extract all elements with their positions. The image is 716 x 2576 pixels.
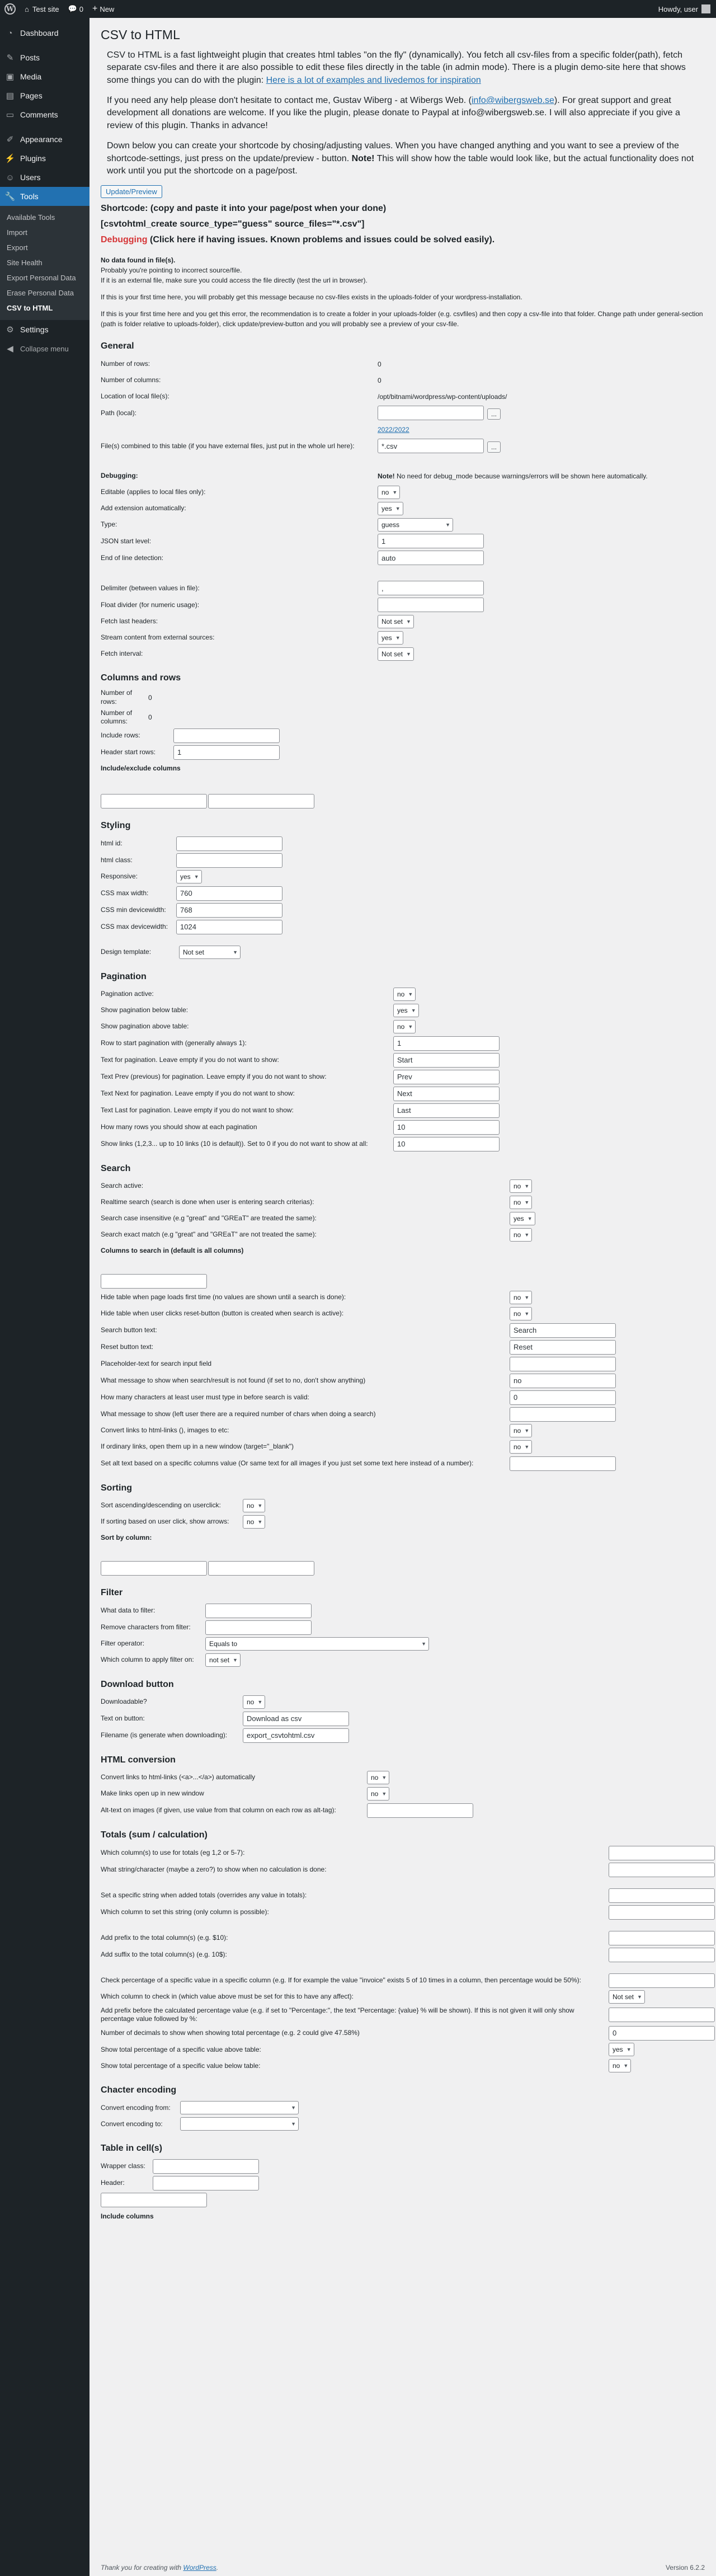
pagination-active-select[interactable]: no ▼ bbox=[393, 988, 416, 1001]
add-extension-select[interactable]: yes ▼ bbox=[378, 502, 403, 515]
min-chars-input[interactable] bbox=[510, 1390, 616, 1405]
section-sorting: Sort ascending/descending on userclick: no ▼ If sorting based on user click, show arrows: no ▼ Sort by column: bbox=[101, 1499, 705, 1576]
hide-on-reset-select[interactable]: no ▼ bbox=[510, 1307, 532, 1320]
wrench-icon: 🔧 bbox=[4, 192, 16, 201]
path-input[interactable] bbox=[378, 406, 484, 420]
new-content-link[interactable]: + New bbox=[92, 4, 115, 13]
account-menu[interactable]: Howdy, user bbox=[654, 0, 716, 18]
delimiter-input[interactable] bbox=[378, 581, 484, 595]
chevron-down-icon: ▼ bbox=[395, 634, 401, 641]
site-name-link[interactable]: ⌂ Test site bbox=[25, 4, 59, 13]
examples-link[interactable]: Here is a lot of examples and livedemos for inspiration bbox=[266, 75, 481, 85]
submenu-erase-personal-data[interactable]: Erase Personal Data bbox=[7, 289, 74, 297]
main-content bbox=[90, 18, 716, 2576]
plus-icon: + bbox=[92, 4, 98, 13]
case-insensitive-select[interactable]: yes ▼ bbox=[510, 1212, 535, 1225]
header-start-rows-input[interactable] bbox=[173, 745, 280, 760]
min-chars-message-input[interactable] bbox=[510, 1407, 616, 1422]
pagination-below-select[interactable]: yes ▼ bbox=[393, 1004, 419, 1017]
css-max-devicewidth-input[interactable] bbox=[176, 920, 282, 934]
section-table-in-cells-title: Table in cell(s) bbox=[101, 2143, 162, 2153]
avatar bbox=[701, 4, 710, 13]
section-encoding-title: Chacter encoding bbox=[101, 2085, 177, 2095]
downloadable-select[interactable]: no ▼ bbox=[243, 1695, 265, 1709]
section-filter-title: Filter bbox=[101, 1587, 123, 1597]
section-html-conversion: Convert links to html-links (<a>...</a>) automatically no ▼ Make links open up in new window no ▼ Alt-text on images (if given, use value from that column on each row as alt-tag): bbox=[101, 1771, 705, 1818]
submenu-site-health[interactable]: Site Health bbox=[7, 258, 43, 267]
sidebar-item-posts[interactable]: ✎ Posts bbox=[0, 48, 90, 67]
submenu-export[interactable]: Export bbox=[7, 243, 28, 252]
sidebar-item-tools[interactable]: 🔧 Tools bbox=[0, 187, 90, 206]
collapse-menu-button[interactable]: ◀ Collapse menu bbox=[0, 339, 90, 358]
user-icon: ☺ bbox=[6, 172, 15, 182]
pagination-start-text-input[interactable] bbox=[393, 1053, 500, 1068]
section-totals: Which column(s) to use for totals (eg 1,2 or 5-7): What string/character (maybe a zero?) to show when no calculation is done: Set a specific string when added totals (overrides any value in totals): Which column to set this string (only column is possible): Add prefix to the total column(s) (e.g. $10): Add suffix to the total column(s) (e.g. 10$): Check percentage of a specific value in a specific column (e.g. If for example the value "invoice" exists 5 of 10 times in a column, then percentage would be 50%): Which column to check in (which value above must be set for this to have any affect): Not set ▼ Add prefix before the calculated percentage value (e.g. if set to "Percentage:", the text "Percentage: {value} % will be shown). If this is not given it will only show percentage value followed by %: Number of decimals to show when showing total percentage (e.g. 2 could give 47.58%) 0 Show total percentage of a specific value above table: yes ▼ Show total percentage of a specific value below table: no ▼ bbox=[101, 1846, 705, 2073]
comment-icon: ▭ bbox=[6, 110, 15, 120]
convert-links-select[interactable]: no ▼ bbox=[510, 1424, 532, 1437]
percentage-value-input[interactable] bbox=[609, 1973, 715, 1988]
chevron-down-icon: ▼ bbox=[524, 1183, 530, 1190]
submenu-import[interactable]: Import bbox=[7, 228, 27, 237]
files-input[interactable] bbox=[378, 439, 484, 453]
section-sorting-title: Sorting bbox=[101, 1483, 132, 1493]
sort-column-input[interactable] bbox=[101, 1561, 207, 1576]
pagination-next-text-input[interactable] bbox=[393, 1087, 500, 1101]
wrapper-class-input[interactable] bbox=[153, 2159, 259, 2174]
chevron-down-icon: ▼ bbox=[291, 2105, 296, 2111]
chevron-down-icon: ▼ bbox=[524, 1444, 530, 1450]
footer-version: Version 6.2.2 bbox=[665, 2564, 705, 2572]
footer-thanks: Thank you for creating with WordPress. bbox=[101, 2564, 219, 2572]
open-new-window-select[interactable]: no ▼ bbox=[510, 1440, 532, 1454]
totals-suffix-input[interactable] bbox=[609, 1948, 715, 1962]
chevron-down-icon: ▼ bbox=[257, 1503, 263, 1509]
totals-empty-string-input[interactable] bbox=[609, 1863, 715, 1877]
plug-icon: ⚡ bbox=[4, 154, 16, 163]
dashboard-icon: ◔ bbox=[7, 28, 13, 38]
sidebar-item-appearance[interactable]: ✐ Appearance bbox=[0, 130, 90, 149]
section-pagination-title: Pagination bbox=[101, 971, 147, 981]
sidebar-item-users[interactable]: ☺ Users bbox=[0, 168, 90, 187]
intro-paragraph-2: If you need any help please don't hesitate to contact me, Gustav Wiberg - at Wibergs Web. (info@wibergsweb.se). For great support and great development all donations are welcome. If you like the plugin, please donate to Paypal at info@wibergsweb.se. I will also appreciate if you give a review of this plugin. Thanks in advance! bbox=[107, 96, 680, 130]
search-active-select[interactable]: no ▼ bbox=[510, 1179, 532, 1193]
section-columns-rows: Number of rows: 0 Number of columns: 0 Include rows: Header start rows: 1 Include/exclude columns bbox=[101, 689, 705, 808]
editable-select[interactable]: no ▼ bbox=[378, 486, 400, 499]
media-icon: ▣ bbox=[6, 72, 15, 82]
stream-content-select[interactable]: yes ▼ bbox=[378, 631, 403, 645]
section-search-title: Search bbox=[101, 1163, 131, 1173]
section-columns-rows-title: Columns and rows bbox=[101, 673, 181, 683]
chevron-down-icon: ▼ bbox=[524, 1428, 530, 1434]
exact-match-select[interactable]: no ▼ bbox=[510, 1228, 532, 1242]
encoding-to-select[interactable] bbox=[180, 2117, 299, 2131]
totals-string-column-input[interactable] bbox=[609, 1905, 715, 1920]
submenu-export-personal-data[interactable]: Export Personal Data bbox=[7, 274, 76, 282]
chevron-down-icon: ▼ bbox=[524, 1200, 530, 1206]
section-download: Downloadable? no ▼ Text on button: Download as csv Filename (is generate when downloading): export_csvtohtml.csv bbox=[101, 1695, 705, 1743]
percentage-above-select[interactable]: yes ▼ bbox=[609, 2043, 634, 2056]
wordpress-link[interactable]: WordPress bbox=[183, 2564, 216, 2572]
section-download-title: Download button bbox=[101, 1679, 174, 1689]
fetch-interval-select[interactable]: Not set ▼ bbox=[378, 647, 414, 661]
section-encoding: Convert encoding from: ▼ Convert encoding to: ▼ bbox=[101, 2101, 705, 2131]
admin-sidebar bbox=[0, 18, 90, 2576]
tools-submenu bbox=[0, 206, 90, 320]
chevron-down-icon: ▼ bbox=[406, 618, 411, 624]
intro bbox=[101, 49, 705, 178]
chevron-down-icon: ▼ bbox=[527, 1216, 533, 1222]
brush-icon: ✐ bbox=[6, 135, 14, 144]
json-start-level-input[interactable] bbox=[378, 534, 484, 548]
pagination-start-row-input[interactable] bbox=[393, 1036, 500, 1051]
search-placeholder-input[interactable] bbox=[510, 1357, 616, 1371]
totals-columns-input[interactable] bbox=[609, 1846, 715, 1860]
path-browse-button[interactable]: ... bbox=[487, 408, 501, 420]
chevron-down-icon: ▼ bbox=[233, 1657, 238, 1663]
chevron-down-icon: ▼ bbox=[411, 1008, 416, 1014]
chevron-down-icon: ▼ bbox=[524, 1232, 530, 1238]
float-divider-input[interactable] bbox=[378, 598, 484, 612]
chevron-down-icon: ▼ bbox=[408, 991, 413, 998]
sidebar-item-media[interactable]: ▣ Media bbox=[0, 67, 90, 86]
chevron-down-icon: ▼ bbox=[381, 1775, 387, 1781]
folder-link[interactable]: 2022/2022 bbox=[378, 425, 409, 434]
no-data-notice: No data found in file(s). Probably you're pointing to incorrect source/file. If it is an external file, make sure you could access the file directly (test the url in browser). If this is your first time here, you will probably get this message because no csv-files exists in the uploads-folder of your wordpress-installation. If this is your first time here and you get this error, the recommendation is to create a folder in your uploads-folder (e.g. csvfiles) and then copy a csv-file into that folder. Change path under general-section (path is folder relative to uploads-folder), click update/preview-button and you will probably see a preview of your csv-file. bbox=[101, 256, 703, 328]
section-styling-title: Styling bbox=[101, 820, 131, 830]
include-columns-input[interactable] bbox=[101, 794, 207, 808]
comment-bubble-icon: 💬 bbox=[68, 4, 77, 13]
pagination-above-select[interactable]: no ▼ bbox=[393, 1020, 416, 1033]
sort-select[interactable]: no ▼ bbox=[243, 1499, 265, 1512]
sort-arrows-select[interactable]: no ▼ bbox=[243, 1515, 265, 1529]
search-button-text-input[interactable] bbox=[510, 1323, 616, 1338]
eol-detection-input[interactable] bbox=[378, 551, 484, 565]
section-html-conversion-title: HTML conversion bbox=[101, 1755, 176, 1765]
html-id-input[interactable] bbox=[176, 836, 282, 851]
chevron-down-icon: ▼ bbox=[524, 1295, 530, 1301]
fetch-last-headers-select[interactable]: Not set ▼ bbox=[378, 615, 414, 628]
html-class-input[interactable] bbox=[176, 853, 282, 868]
type-select[interactable]: guess ▼ bbox=[378, 518, 453, 532]
sidebar-item-comments[interactable]: ▭ Comments bbox=[0, 105, 90, 124]
page-title: CSV to HTML bbox=[101, 27, 180, 42]
css-min-devicewidth-input[interactable] bbox=[176, 903, 282, 918]
files-browse-button[interactable]: ... bbox=[487, 441, 501, 453]
css-max-width-input[interactable] bbox=[176, 886, 282, 901]
pagination-rows-input[interactable] bbox=[393, 1120, 500, 1135]
chevron-down-icon: ▼ bbox=[445, 521, 450, 528]
design-template-select[interactable]: Not set ▼ bbox=[179, 946, 241, 959]
totals-string-input[interactable] bbox=[609, 1888, 715, 1903]
section-table-in-cells: Wrapper class: Header: Include columns bbox=[101, 2159, 705, 2224]
chevron-down-icon: ▼ bbox=[257, 1519, 263, 1525]
chevron-down-icon: ▼ bbox=[408, 1024, 413, 1030]
section-pagination: Pagination active: no ▼ Show pagination below table: yes ▼ Show pagination above table: no ▼ Row to start pagination with (generally always 1): 1 Text for pagination. Leave empty if you do not want to show: Start Text Prev (previous) for pagination. Leave empty if you do not want to show: Prev Text Next for pagination. Leave empty if you do not want to show: Next Text Last for pagination. Leave empty if you do not want to show: Last How many rows you should show at each pagination 10 Show links (1,2,3... up to 10 links (10 is default)). Set to 0 if you do not want to show at all: 10 bbox=[101, 988, 705, 1151]
submenu-available-tools[interactable]: Available Tools bbox=[7, 213, 55, 222]
chevron-down-icon: ▼ bbox=[395, 505, 401, 511]
wordpress-menu[interactable] bbox=[0, 0, 20, 18]
filter-data-input[interactable] bbox=[205, 1604, 312, 1618]
intro-paragraph-3: Down below you can create your shortcode by chosing/adjusting values. When you have changed anything and you want to see a preview of the shortcode-settings, just press on the update/preview - button. Note! This will show how the table would look like, but the actual functionality does not work until you put the shortcode on a page/post. bbox=[107, 141, 694, 176]
alt-text-column-input[interactable] bbox=[510, 1456, 616, 1471]
filter-operator-select[interactable]: Equals to ▼ bbox=[205, 1637, 429, 1651]
percentage-decimals-input[interactable] bbox=[609, 2026, 715, 2041]
shortcode-heading: Shortcode: (copy and paste it into your page/post when your done) bbox=[101, 204, 387, 214]
chevron-down-icon: ▼ bbox=[392, 489, 398, 495]
chevron-down-icon: ▼ bbox=[257, 1699, 263, 1705]
shortcode-value: [csvtohtml_create source_type="guess" source_files="*.csv"] bbox=[101, 219, 365, 229]
debug-toggle[interactable]: Debugging (Click here if having issues. Known problems and issues could be solved easily). bbox=[101, 235, 495, 245]
pagination-links-input[interactable] bbox=[393, 1137, 500, 1151]
realtime-search-select[interactable]: no ▼ bbox=[510, 1196, 532, 1209]
chevron-down-icon: ▼ bbox=[421, 1641, 426, 1647]
responsive-select[interactable]: yes ▼ bbox=[176, 870, 202, 883]
sort-direction-input[interactable] bbox=[208, 1561, 314, 1576]
sidebar-item-plugins[interactable]: ⚡ Plugins bbox=[4, 154, 46, 163]
section-search: Search active: no ▼ Realtime search (search is done when user is entering search criterias): no ▼ Search case insensitive (e.g "great" and "GREaT" are treated the same): yes ▼ Search exact match (e.g "great" and "GREaT" are not treated the same): no ▼ Columns to search in (default is all columns) Hide table when page loads first time (no values are shown until a search is done): no ▼ Hide table when user clicks reset-button (button is created when search is active): no ▼ Search button text: Search Reset button text: Reset Placeholder-text for search input field What message to show when search/result is not found (if set to no, don't show anything) no How many characters at least user must type in before search is valid: 0 What message to show (left user there are a required number of chars when doing a search) Convert links to html-links (), images to etc: no ▼ If ordinary links, open them up in a new window (target="_blank") no ▼ Set alt text based on a specific columns value (Or same text for all images if you just set some text here instead of a number): bbox=[101, 1179, 705, 1471]
section-styling: html id: html class: Responsive: yes ▼ CSS max width: 760 CSS min devicewidth: 768 CSS max devicewidth: 1024 Design template: Not set ▼ bbox=[101, 836, 705, 960]
reset-button-text-input[interactable] bbox=[510, 1340, 616, 1355]
intro-paragraph-1: CSV to HTML is a fast lightweight plugin that creates html tables "on the fly" (dynamically). You fetch all csv-files from a specific folder(path), fetch separate csv-files and there it are also possible to edit these files directly in the table (in admin mode). There is a plugin demo-site here that shows some things you can do with the plugin: Here is a lot of examples and livedemos for inspiration bbox=[107, 50, 686, 85]
section-filter: What data to filter: Remove characters from filter: Filter operator: Equals to ▼ Which column to apply filter on: not set ▼ bbox=[101, 1604, 705, 1667]
chevron-down-icon: ▼ bbox=[233, 949, 238, 956]
update-preview-button[interactable]: Update/Preview bbox=[101, 185, 162, 198]
comments-link[interactable]: 💬 0 bbox=[68, 4, 83, 13]
exclude-columns-input[interactable] bbox=[208, 794, 314, 808]
html-links-select[interactable]: no ▼ bbox=[367, 1771, 389, 1784]
page-icon: ▤ bbox=[6, 91, 15, 101]
chevron-down-icon: ▼ bbox=[623, 2063, 629, 2069]
section-general: Number of rows: 0 Number of columns: 0 Location of local file(s): /opt/bitnami/wordpress/wp-content/uploads/ Path (local): ... 2022/2022 File(s) combined to this table (if you have external files, just put in the whole url here): *.csv ... Debugging: Note! No need for debug_mode because warnings/errors will be shown here automatically. Editable (applies to local files only): no ▼ Add extension automatically: yes ▼ Type: guess ▼ JSON start level: 1 End of line detection: auto Delimiter (between values in file): , Float divider (for numeric usage): Fetch last headers: Not set ▼ Stream content from external sources: yes ▼ Fetch interval: Not set ▼ bbox=[101, 357, 705, 661]
image-alt-column-input[interactable] bbox=[367, 1803, 473, 1818]
download-filename-input[interactable] bbox=[243, 1728, 349, 1743]
sidebar-item-pages[interactable]: ▤ Pages bbox=[0, 86, 90, 105]
search-columns-input[interactable] bbox=[101, 1274, 207, 1289]
chevron-down-icon: ▼ bbox=[406, 651, 411, 657]
download-button-text-input[interactable] bbox=[243, 1712, 349, 1726]
collapse-icon: ◀ bbox=[7, 344, 13, 354]
sidebar-item-settings[interactable]: ⚙ Settings bbox=[0, 320, 90, 339]
filter-remove-chars-input[interactable] bbox=[205, 1620, 312, 1635]
percentage-below-select[interactable]: no ▼ bbox=[609, 2059, 631, 2072]
chevron-down-icon: ▼ bbox=[524, 1311, 530, 1317]
home-icon: ⌂ bbox=[25, 4, 29, 13]
footer bbox=[101, 2564, 705, 2572]
chevron-down-icon: ▼ bbox=[381, 1791, 387, 1797]
no-result-message-input[interactable] bbox=[510, 1374, 616, 1388]
wordpress-logo-icon: W bbox=[4, 3, 16, 15]
section-totals-title: Totals (sum / calculation) bbox=[101, 1830, 208, 1840]
links-new-window-select[interactable]: no ▼ bbox=[367, 1787, 389, 1801]
hide-table-select[interactable]: no ▼ bbox=[510, 1291, 532, 1304]
admin-bar bbox=[0, 0, 716, 18]
percentage-column-select[interactable]: Not set ▼ bbox=[609, 1990, 645, 2004]
table-cell-extra-input[interactable] bbox=[101, 2193, 207, 2207]
sidebar-item-dashboard[interactable]: ◔ Dashboard bbox=[0, 23, 90, 43]
encoding-from-select[interactable] bbox=[180, 2101, 299, 2114]
chevron-down-icon: ▼ bbox=[194, 874, 199, 880]
email-link[interactable]: info@wibergsweb.se bbox=[471, 96, 554, 106]
pagination-prev-text-input[interactable] bbox=[393, 1070, 500, 1084]
filter-column-select[interactable]: not set ▼ bbox=[205, 1653, 241, 1667]
include-rows-input[interactable] bbox=[173, 728, 280, 743]
section-general-title: General bbox=[101, 341, 134, 351]
totals-prefix-input[interactable] bbox=[609, 1931, 715, 1945]
chevron-down-icon: ▼ bbox=[637, 1994, 642, 2000]
table-cell-header-input[interactable] bbox=[153, 2176, 259, 2190]
chevron-down-icon: ▼ bbox=[291, 2121, 296, 2127]
settings-icon: ⚙ bbox=[6, 325, 14, 335]
chevron-down-icon: ▼ bbox=[626, 2047, 632, 2053]
submenu-csv-to-html[interactable]: CSV to HTML bbox=[7, 304, 53, 312]
pin-icon: ✎ bbox=[6, 53, 14, 63]
percentage-prefix-input[interactable] bbox=[609, 2008, 715, 2022]
pagination-last-text-input[interactable] bbox=[393, 1103, 500, 1118]
